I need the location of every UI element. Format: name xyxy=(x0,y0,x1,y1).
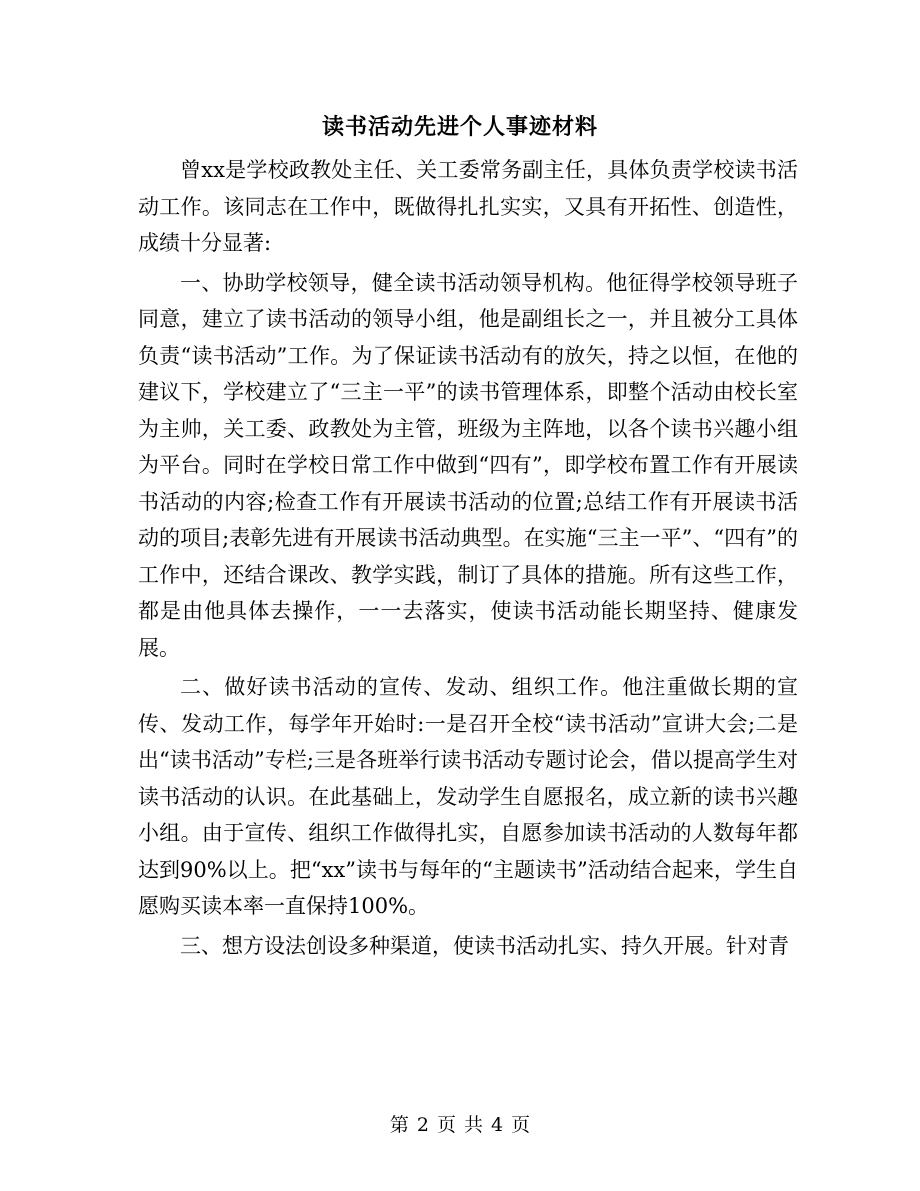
paragraph-section-1: 一、协助学校领导，健全读书活动领导机构。他征得学校领导班子同意，建立了读书活动的领导小组，他是副组长之一，并且被分工具体负责“读书活动”工作。为了保证读书活动有的放矢，持之以恒，在他的建议下，学校建立了“三主一平”的读书管理体系，即整个活动由校长室为主帅，关工委、政教处为主管，班级为主阵地，以各个读书兴趣小组为平台。同时在学校日常工作中做到“四有”，即学校布置工作有开展读书活动的内容;检查工作有开展读书活动的位置;总结工作有开展读书活动的项目;表彰先进有开展读书活动典型。在实施“三主一平”、“四有”的工作中，还结合课改、教学实践，制订了具体的措施。所有这些工作，都是由他具体去操作，一一去落实，使读书活动能长期坚持、健康发展。 xyxy=(138,270,798,660)
page-number-footer: 第 2 页 共 4 页 xyxy=(389,1114,531,1136)
paragraph-section-2: 二、做好读书活动的宣传、发动、组织工作。他注重做长期的宣传、发动工作，每学年开始时:一是召开全校“读书活动”宣讲大会;二是出“读书活动”专栏;三是各班举行读书活动专题讨论会，借以提高学生对读书活动的认识。在此基础上，发动学生自愿报名，成立新的读书兴趣小组。由于宣传、组织工作做得扎实，自愿参加读书活动的人数每年都达到90%以上。把“xx”读书与每年的“主题读书”活动结合起来，学生自愿购买读本率一直保持100%。 xyxy=(138,675,798,918)
document-title: 读书活动先进个人事迹材料 xyxy=(321,114,598,140)
document-body xyxy=(138,152,798,964)
paragraph-section-3: 三、想方设法创设多种渠道，使读书活动扎实、持久开展。针对青 xyxy=(180,933,789,958)
paragraph-intro: 曾xx是学校政教处主任、关工委常务副主任，具体负责学校读书活动工作。该同志在工作中，既做得扎扎实实，又具有开拓性、创造性，成绩十分显著: xyxy=(138,158,798,255)
